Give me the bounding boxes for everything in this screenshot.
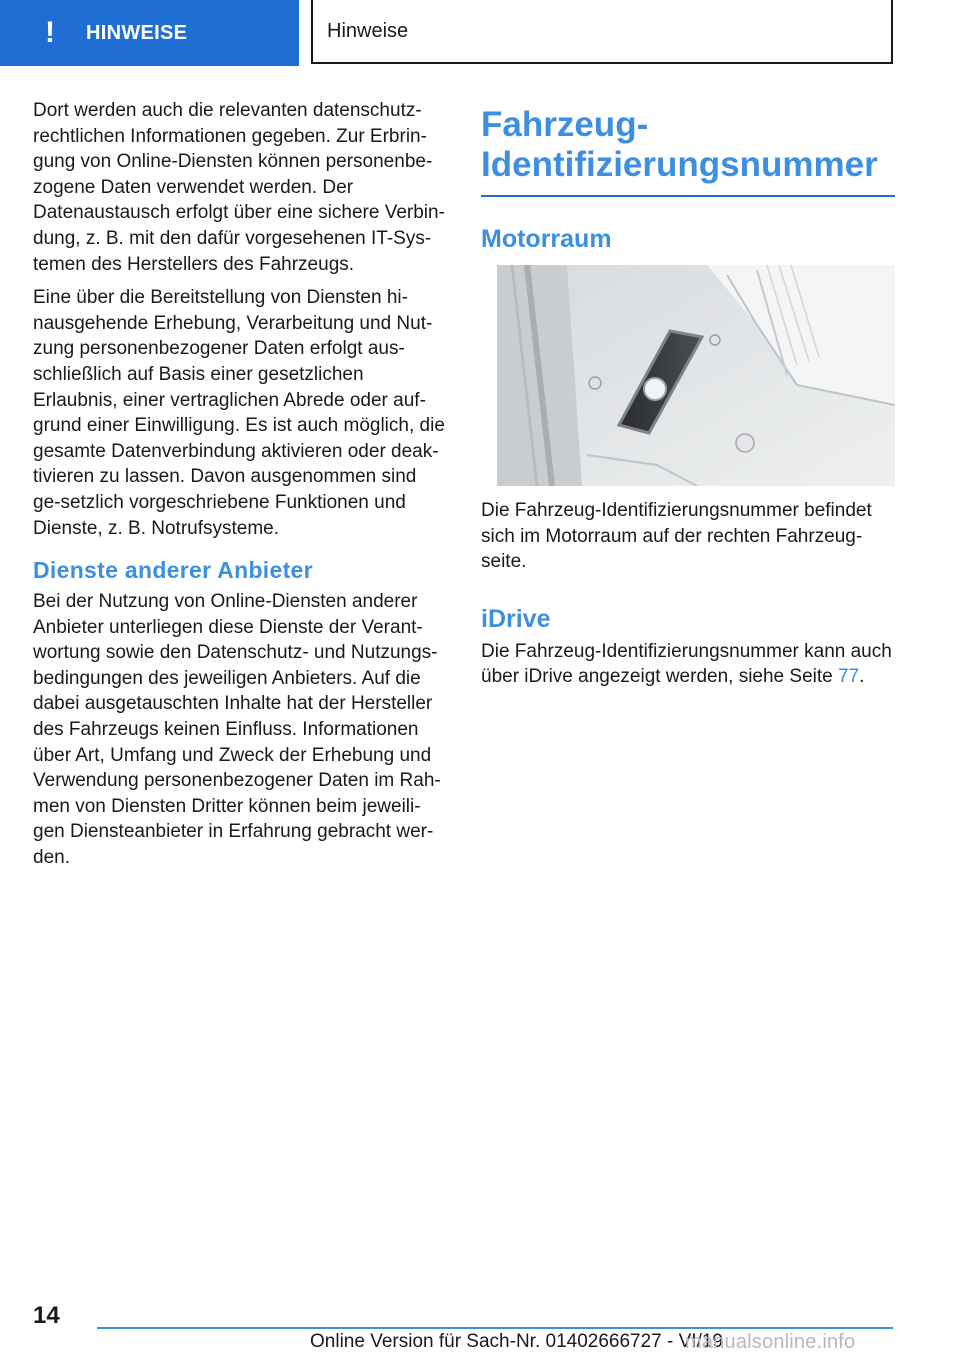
paragraph-third-party-services: Bei der Nutzung von Online-Diensten anderer Anbieter unterliegen diese Dienste der Verant-wortung sowie den Datenschutz- und Nutzungs-bedingungen des jeweiligen Anbieters. Auf die dabei ausgetauschten Inhalte hat der Hersteller des Fahrzeugs keinen Einfluss. Informationen über Art, Umfang und Zweck der Erhebung und Verwendung personenbezogener Daten im Rah-men von Diensten Dritter können beim jeweili-gen Diensteanbieter in Erfahrung gebracht wer-den. [33,591,441,869]
footer-rule [97,1327,893,1329]
left-column [33,98,448,879]
heading-vin-line1: Fahrzeug- [481,105,649,144]
subheading-third-party-services: Dienste anderer Anbieter [33,557,313,584]
engine-bay-image [497,265,895,486]
exclamation-icon: ! [45,16,55,49]
chapter-tab[interactable] [0,0,299,66]
subheading-idrive: iDrive [481,604,551,633]
chapter-tab-label: HINWEISE [86,21,188,44]
subheading-engine-bay: Motorraum [481,225,612,253]
heading-rule [481,195,895,197]
paragraph-privacy-info: Dort werden auch die relevanten datenschutz-rechtlichen Informationen gegeben. Zur Erbrin-gung von Online-Diensten können personenbe-zogene Daten verwendet werden. Der Datenaustausch erfolgt über eine sichere Verbin-dung, z. B. mit den dafür vorgesehenen IT-Sys-temen des Herstellers des Fahrzeugs. [33,100,445,275]
page-link-77[interactable]: 77 [837,666,860,688]
paragraph-engine-bay: Die Fahrzeug-Identifizierungsnummer befindet sich im Motorraum auf der rechten Fahrzeug-seite. [481,500,872,573]
paragraph-idrive-text: Die Fahrzeug-Identifizierungsnummer kann auch über iDrive angezeigt werden, siehe Seite [481,640,892,688]
footer-online-version: Online Version für Sach-Nr. 01402666727 - VI/19 [310,1331,723,1352]
section-title-box [311,0,893,64]
heading-vin-line2: Identifizierungsnummer [481,145,878,184]
paragraph-idrive-tail: . [859,666,865,688]
right-column [481,105,895,698]
paragraph-data-collection: Eine über die Bereitstellung von Diensten hi-nausgehende Erhebung, Verarbeitung und Nut-zung personenbezogener Daten erfolgt aus-schließlich auf Basis einer gesetzlichen Erlaubnis, einer vertraglichen Abrede oder auf-grund einer Einwilligung. Es ist auch möglich, die gesamte Datenverbindung aktivieren oder deak-tivieren zu lassen. Davon ausgenommen sind ge-setzlich vorgeschriebene Funktionen und Dienste, z. B. Notrufsysteme. [33,287,445,539]
paragraph-idrive [481,639,895,690]
section-title: Hinweise [327,19,409,42]
watermark: manualsonline.info [685,1331,856,1353]
page-number: 14 [33,1302,60,1329]
heading-vin [481,105,895,185]
